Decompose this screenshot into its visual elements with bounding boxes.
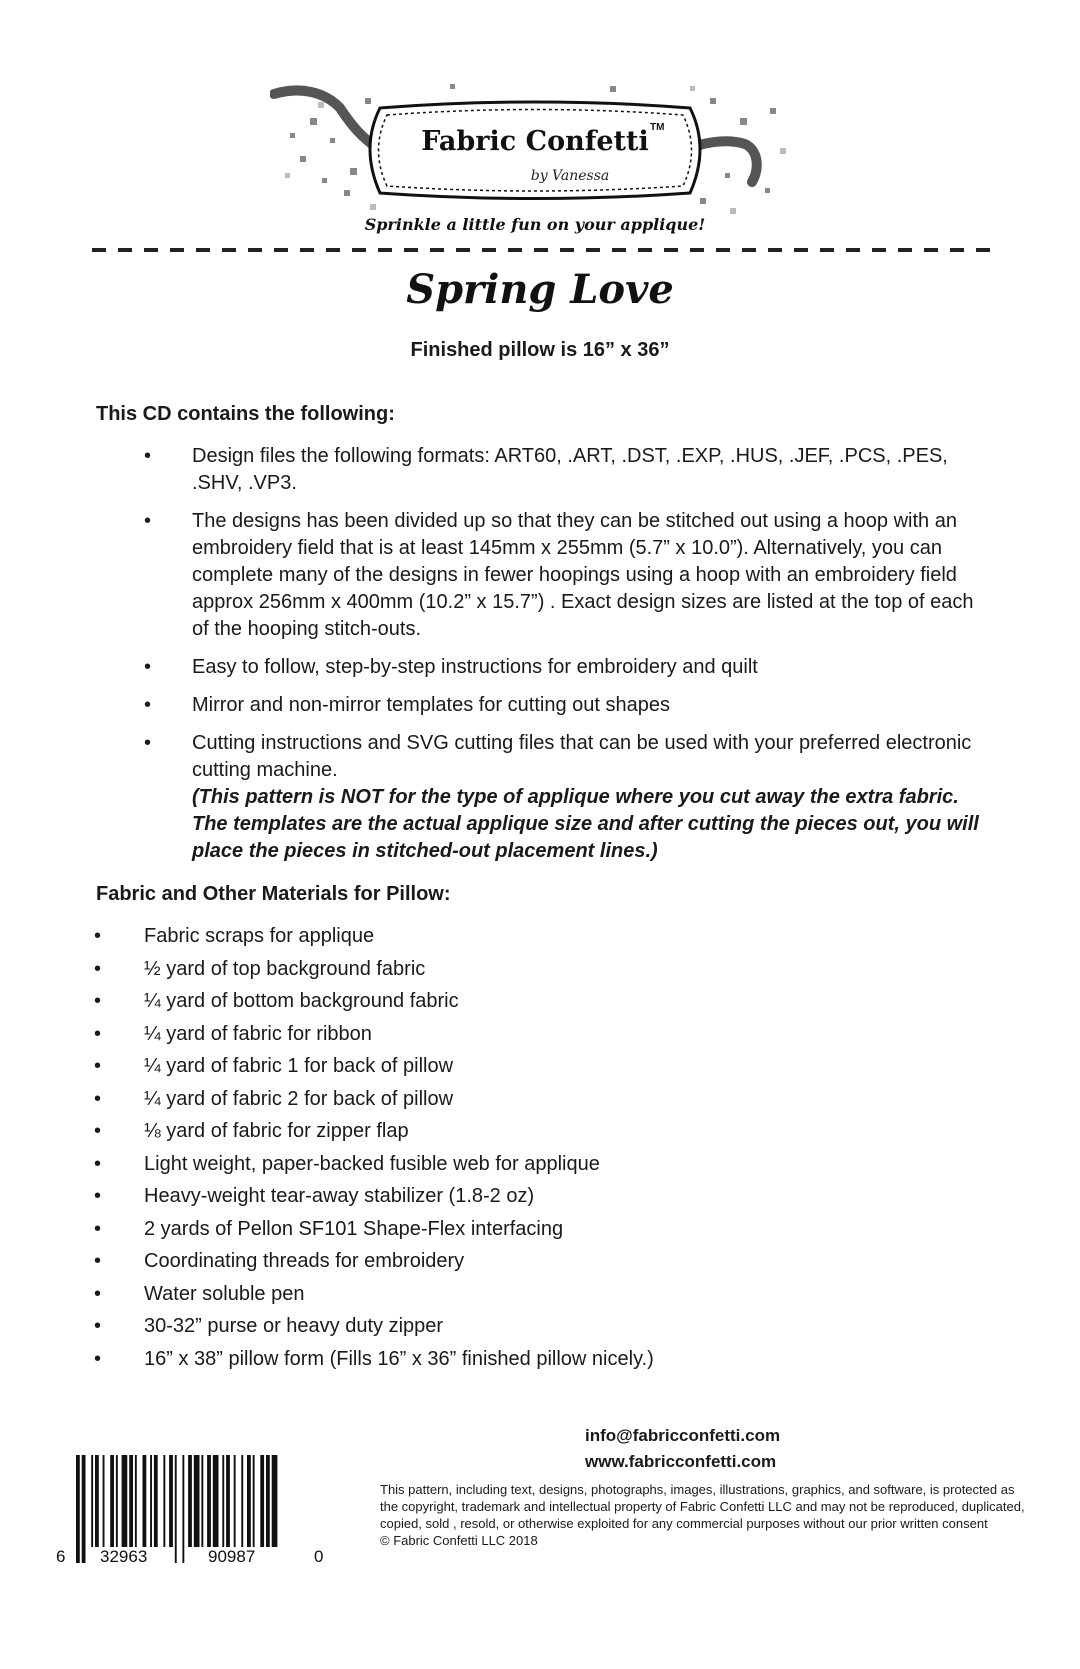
finished-size: Finished pillow is 16” x 36” <box>410 339 670 361</box>
contact-block <box>585 1423 780 1475</box>
barcode-bar <box>82 1455 86 1563</box>
bullet: • <box>94 1217 102 1240</box>
barcode-bar <box>234 1455 236 1547</box>
dashed-divider <box>92 248 992 252</box>
barcode-bar <box>143 1455 147 1547</box>
bullet: • <box>94 1120 102 1142</box>
barcode-bar <box>122 1455 128 1547</box>
list-item-text: Mirror and non-mirror templates for cutting out shapes <box>192 694 670 716</box>
legal-notice <box>380 1481 1030 1549</box>
list-item-text: Cutting instructions and SVG cutting files that can be used with your preferred electronic cutting machine. <box>192 732 972 781</box>
cd-contents-list <box>0 443 1080 876</box>
bullet: • <box>144 732 152 754</box>
list-item <box>0 920 1080 953</box>
barcode-bar <box>76 1455 80 1563</box>
barcode-bar <box>116 1455 118 1547</box>
list-item <box>0 985 1080 1018</box>
barcode-bar <box>188 1455 192 1547</box>
list-item <box>0 654 992 681</box>
copyright-line: © Fabric Confetti LLC 2018 <box>380 1533 538 1548</box>
list-item-text: 30-32” purse or heavy duty zipper <box>144 1315 444 1337</box>
materials-heading: Fabric and Other Materials for Pillow: <box>96 883 451 905</box>
bullet: • <box>144 694 152 716</box>
bullet: • <box>94 1152 102 1175</box>
barcode-bar <box>169 1455 173 1547</box>
barcode-right-digits: 90987 <box>208 1547 256 1566</box>
bullet: • <box>94 1087 102 1110</box>
bullet: • <box>144 510 152 532</box>
barcode-bar <box>194 1455 200 1547</box>
list-item-text: Easy to follow, step-by-step instructions for embroidery and quilt <box>192 656 758 678</box>
bullet: • <box>94 1250 102 1272</box>
barcode-bar <box>154 1455 158 1547</box>
barcode-bar <box>253 1455 255 1547</box>
list-item-text: ½ yard of top background fabric <box>144 957 426 980</box>
list-item <box>0 1018 1080 1051</box>
barcode-bar <box>247 1455 251 1547</box>
bullet: • <box>94 957 102 980</box>
barcode-left-digits: 32963 <box>100 1547 148 1566</box>
barcode-first-digit: 6 <box>56 1547 66 1566</box>
list-item-text: Water soluble pen <box>144 1282 305 1305</box>
brand-logo <box>270 78 800 238</box>
barcode-bar <box>222 1455 224 1547</box>
barcode-bar <box>241 1455 243 1547</box>
barcode-check-digit: 0 <box>314 1547 324 1566</box>
logo-brand-name: Fabric Confetti <box>421 126 649 157</box>
bullet: • <box>144 656 152 678</box>
list-item <box>0 1083 1080 1116</box>
bullet: • <box>94 1347 102 1370</box>
bullet: • <box>94 1185 102 1207</box>
copyright-notice: This pattern, including text, designs, photographs, images, illustrations, graphics, and software, is protected as the copyright, trademark and intellectual property of Fabric Confetti LLC and may not be reproduced, duplicated, copied, sold , resold, or otherwise exploited for any commercial purposes without our prior written consent <box>380 1482 1025 1531</box>
list-item-text: Heavy-weight tear-away stabilizer (1.8-2 oz) <box>144 1185 535 1207</box>
list-item-text: ¼ yard of fabric for ribbon <box>144 1022 372 1045</box>
barcode-bar <box>91 1455 93 1547</box>
logo-byline: by Vanessa <box>530 168 610 184</box>
list-item <box>0 730 992 865</box>
website-link[interactable]: www.fabricconfetti.com <box>585 1452 777 1471</box>
list-item <box>0 1278 1080 1311</box>
bullet: • <box>94 1022 102 1045</box>
list-item-text: Light weight, paper-backed fusible web for applique <box>144 1152 600 1175</box>
barcode-bar <box>163 1455 165 1547</box>
barcode-bar <box>226 1455 230 1547</box>
list-item <box>0 1245 1080 1278</box>
list-item-text: 2 yards of Pellon SF101 Shape-Flex interfacing <box>144 1217 564 1240</box>
list-item <box>0 1213 1080 1246</box>
list-item <box>0 953 1080 986</box>
barcode-bar <box>110 1455 114 1547</box>
list-item-text: ⅛ yard of fabric for zipper flap <box>144 1120 409 1142</box>
barcode-bar <box>103 1455 105 1547</box>
barcode-bar <box>150 1455 152 1547</box>
bullet: • <box>94 1282 102 1305</box>
list-item <box>0 1115 1080 1148</box>
list-item-text: Design files the following formats: ART60, .ART, .DST, .EXP, .HUS, .JEF, .PCS, .PES, .SHV, .VP3. <box>192 445 948 494</box>
list-item-text: 16” x 38” pillow form (Fills 16” x 36” finished pillow nicely.) <box>144 1347 654 1370</box>
bullet: • <box>94 1055 102 1077</box>
list-item <box>0 443 992 497</box>
barcode-bar <box>175 1455 177 1563</box>
bullet: • <box>144 445 152 467</box>
list-item <box>0 1310 1080 1343</box>
bullet: • <box>94 925 102 947</box>
barcode-bar <box>135 1455 137 1547</box>
list-item-text: ¼ yard of fabric 2 for back of pillow <box>144 1087 454 1110</box>
logo-trademark: TM <box>650 122 665 133</box>
barcode-bar <box>201 1455 203 1547</box>
barcode-bar <box>266 1455 270 1547</box>
list-item-text: ¼ yard of bottom background fabric <box>144 990 459 1012</box>
barcode-bar <box>207 1455 211 1547</box>
applique-note: (This pattern is NOT for the type of applique where you cut away the extra fabric. The templates are the actual applique size and after cutting the pieces out, you will place the pieces in stitched-out placement lines.) <box>192 786 979 862</box>
list-item <box>0 508 992 643</box>
barcode-bar <box>260 1455 264 1547</box>
barcode-bar <box>129 1455 133 1547</box>
list-item <box>0 692 992 719</box>
list-item-text: Fabric scraps for applique <box>144 925 375 947</box>
list-item <box>0 1180 1080 1213</box>
list-item-text: ¼ yard of fabric 1 for back of pillow <box>144 1055 454 1077</box>
cd-contents-heading: This CD contains the following: <box>96 403 395 425</box>
email-link[interactable]: info@fabricconfetti.com <box>585 1426 781 1445</box>
barcode <box>56 1455 346 1575</box>
list-item <box>0 1148 1080 1181</box>
tagline: Sprinkle a little fun on your applique! <box>364 215 706 234</box>
list-item <box>0 1050 1080 1083</box>
barcode-bar <box>182 1455 184 1563</box>
materials-list <box>0 920 1080 1375</box>
barcode-bar <box>95 1455 99 1547</box>
barcode-bar <box>213 1455 219 1547</box>
pattern-title: Spring Love <box>406 266 674 313</box>
list-item-text: Coordinating threads for embroidery <box>144 1250 465 1272</box>
list-item-text: The designs has been divided up so that they can be stitched out using a hoop with an embroidery field that is at least 145mm x 255mm (5.7” x 10.0”). Alternatively, you can complete many of the designs in fewer hoopings using a hoop with an embroidery field approx 256mm x 400mm (10.2” x 15.7”) . Exact design sizes are listed at the top of each of the hooping stitch-outs. <box>192 510 974 640</box>
bullet: • <box>94 1315 102 1337</box>
logo-frame-graphic <box>270 78 800 238</box>
list-item <box>0 1343 1080 1376</box>
bullet: • <box>94 990 102 1012</box>
barcode-bar <box>272 1455 278 1547</box>
